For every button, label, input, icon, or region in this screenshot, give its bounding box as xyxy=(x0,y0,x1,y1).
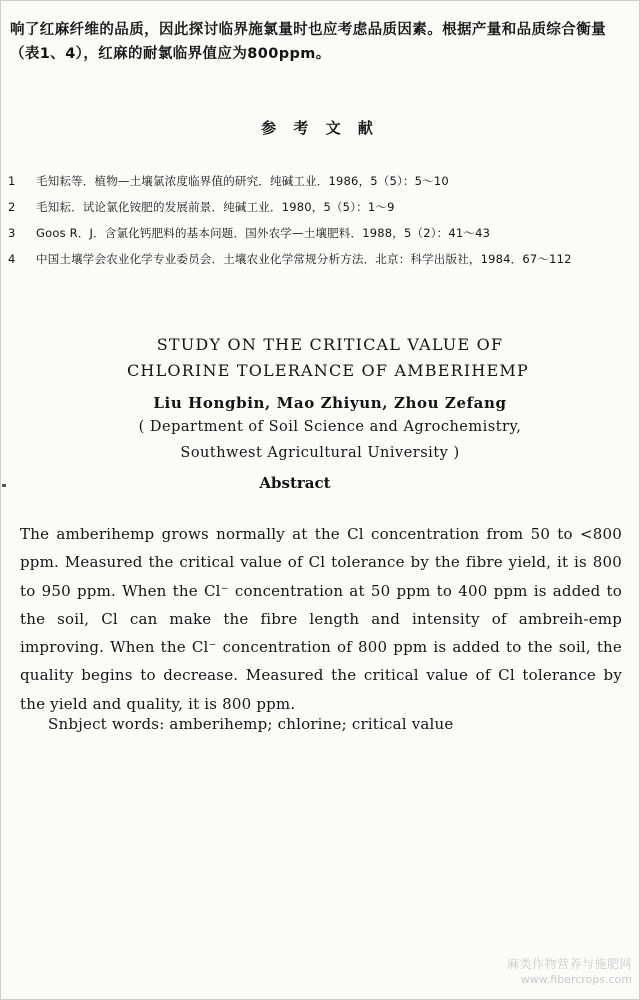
references-list xyxy=(8,168,638,272)
reference-item xyxy=(8,246,638,272)
abstract-text: The amberihemp grows normally at the Cl concentration from 50 to <800 ppm. Measured the critical value of Cl tolerance by the fibre yield, it is 800 to 950 ppm. When the Cl⁻ concentration at 50 ppm to 400 ppm is added to the soil, Cl can make the fibre length and intensity of ambreih-emp improving. When the Cl⁻ concentration of 800 ppm is added to the soil, the quality begins to decrease. Measured the critical value of Cl tolerance by the yield and quality, it is 800 ppm. xyxy=(20,525,622,713)
reference-text: 毛知耘等．植物—土壤氯浓度临界值的研究．纯碱工业．1986，5（5）：5～10 xyxy=(36,174,449,188)
references-heading: 参 考 文 献 xyxy=(261,119,379,137)
english-title-line-2: CHLORINE TOLERANCE OF AMBERIHEMP xyxy=(126,361,529,380)
reference-text: Goos R．J．含氯化钙肥料的基本问题．国外农学—土壤肥料．1988，5（2）：41～43 xyxy=(36,226,491,240)
intro-line-2: （表1、4），红麻的耐氯临界值应为800ppm。 xyxy=(10,46,331,62)
affiliation-line-1: ( Department of Soil Science and Agrochemistry, xyxy=(138,419,522,435)
reference-number: 1 xyxy=(8,174,16,188)
intro-paragraph xyxy=(10,18,634,66)
site-watermark xyxy=(507,955,632,986)
reference-number: 2 xyxy=(8,200,16,214)
affiliation-line-2: Southwest Agricultural University ) xyxy=(180,445,460,461)
reference-item xyxy=(8,220,638,246)
subject-words: Snbject words: amberihemp; chlorine; critical value xyxy=(48,715,454,733)
reference-number: 3 xyxy=(8,226,16,240)
reference-text: 毛知耘．试论氯化铵肥的发展前景．纯碱工业．1980，5（5）：1～9 xyxy=(36,200,395,214)
reference-text: 中国土壤学会农业化学专业委员会．土壤农业化学常规分析方法．北京：科学出版社，1984．67～112 xyxy=(36,252,572,266)
reference-number: 4 xyxy=(8,252,16,266)
reference-item xyxy=(8,194,638,220)
reference-item xyxy=(8,168,638,194)
english-title-line-1: STUDY ON THE CRITICAL VALUE OF xyxy=(156,335,504,354)
watermark-url: www.fibercrops.com xyxy=(520,973,632,986)
intro-line-1: 响了红麻纤维的品质，因此探讨临界施氯量时也应考虑品质因素。根据产量和品质综合衡量 xyxy=(10,22,606,38)
authors: Liu Hongbin, Mao Zhiyun, Zhou Zefang xyxy=(153,394,507,412)
abstract-heading: Abstract xyxy=(259,474,331,492)
watermark-site-name: 麻类作物营养与施肥网 xyxy=(506,957,632,971)
